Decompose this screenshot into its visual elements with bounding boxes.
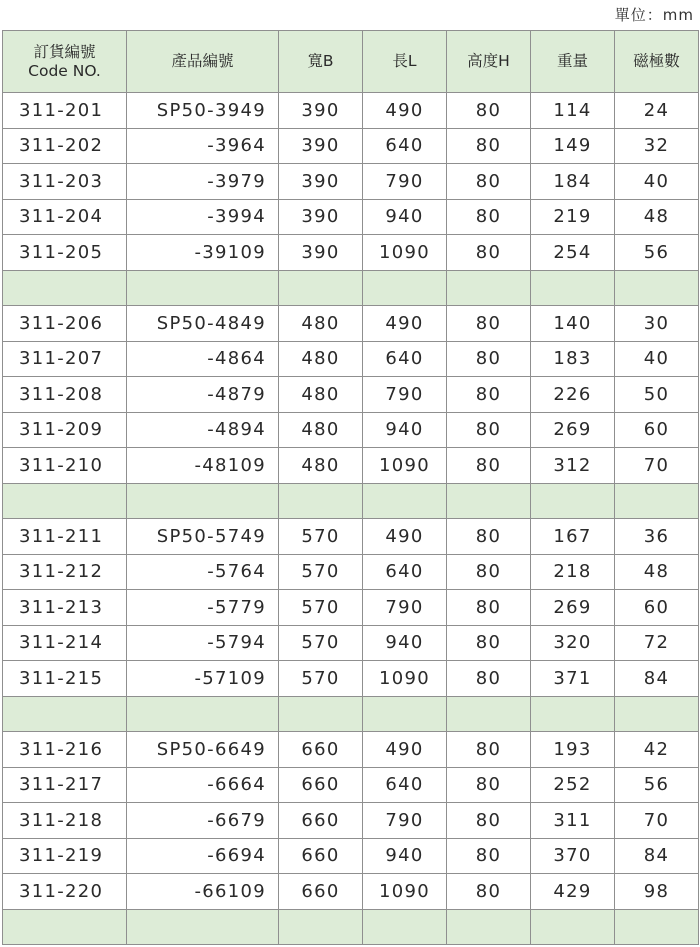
cell-width: 390 [279, 199, 363, 235]
cell-product: SP50-6649 [127, 732, 279, 768]
cell-height: 80 [447, 767, 531, 803]
table-row [3, 199, 699, 235]
cell-poles: 72 [615, 625, 699, 661]
cell-weight: 252 [531, 767, 615, 803]
cell-width: 570 [279, 661, 363, 697]
separator-cell [3, 909, 127, 945]
separator-cell [279, 696, 363, 732]
cell-length: 490 [363, 732, 447, 768]
table-row [3, 306, 699, 342]
cell-length: 790 [363, 590, 447, 626]
table-row [3, 661, 699, 697]
cell-length: 490 [363, 306, 447, 342]
cell-width: 390 [279, 128, 363, 164]
cell-length: 940 [363, 838, 447, 874]
cell-poles: 84 [615, 661, 699, 697]
cell-height: 80 [447, 448, 531, 484]
separator-cell [531, 909, 615, 945]
cell-height: 80 [447, 306, 531, 342]
cell-height: 80 [447, 554, 531, 590]
cell-height: 80 [447, 625, 531, 661]
separator-cell [447, 696, 531, 732]
cell-length: 790 [363, 803, 447, 839]
group-separator-row [3, 696, 699, 732]
cell-length: 490 [363, 519, 447, 555]
cell-height: 80 [447, 341, 531, 377]
cell-width: 660 [279, 874, 363, 910]
cell-width: 390 [279, 235, 363, 271]
cell-height: 80 [447, 235, 531, 271]
separator-cell [615, 909, 699, 945]
cell-product: -3979 [127, 164, 279, 200]
cell-length: 640 [363, 554, 447, 590]
cell-weight: 193 [531, 732, 615, 768]
cell-poles: 70 [615, 803, 699, 839]
cell-product: -3994 [127, 199, 279, 235]
cell-width: 480 [279, 448, 363, 484]
cell-product: SP50-3949 [127, 93, 279, 129]
cell-product: SP50-4849 [127, 306, 279, 342]
cell-width: 570 [279, 590, 363, 626]
cell-weight: 149 [531, 128, 615, 164]
header-code-en: Code NO. [28, 61, 101, 80]
cell-code: 311-218 [3, 803, 127, 839]
cell-product: -5779 [127, 590, 279, 626]
cell-product: -57109 [127, 661, 279, 697]
header-length: 長L [363, 31, 447, 93]
cell-product: SP50-5749 [127, 519, 279, 555]
cell-code: 311-209 [3, 412, 127, 448]
cell-height: 80 [447, 590, 531, 626]
cell-height: 80 [447, 803, 531, 839]
separator-cell [615, 270, 699, 306]
cell-product: -5794 [127, 625, 279, 661]
separator-cell [363, 909, 447, 945]
cell-product: -6664 [127, 767, 279, 803]
cell-weight: 219 [531, 199, 615, 235]
cell-product: -39109 [127, 235, 279, 271]
cell-height: 80 [447, 838, 531, 874]
cell-product: -4879 [127, 377, 279, 413]
unit-label: 單位：mm [614, 6, 694, 24]
separator-cell [127, 696, 279, 732]
cell-width: 480 [279, 341, 363, 377]
table-row [3, 93, 699, 129]
cell-weight: 183 [531, 341, 615, 377]
cell-code: 311-213 [3, 590, 127, 626]
cell-code: 311-206 [3, 306, 127, 342]
cell-poles: 36 [615, 519, 699, 555]
cell-length: 790 [363, 377, 447, 413]
header-product: 產品編號 [127, 31, 279, 93]
cell-poles: 42 [615, 732, 699, 768]
cell-product: -3964 [127, 128, 279, 164]
table-row [3, 767, 699, 803]
cell-weight: 429 [531, 874, 615, 910]
cell-weight: 226 [531, 377, 615, 413]
cell-height: 80 [447, 732, 531, 768]
cell-code: 311-214 [3, 625, 127, 661]
cell-width: 660 [279, 767, 363, 803]
cell-width: 390 [279, 93, 363, 129]
header-code [3, 31, 127, 93]
cell-weight: 371 [531, 661, 615, 697]
table-row [3, 235, 699, 271]
cell-height: 80 [447, 661, 531, 697]
cell-weight: 254 [531, 235, 615, 271]
cell-poles: 48 [615, 554, 699, 590]
separator-cell [531, 483, 615, 519]
cell-poles: 48 [615, 199, 699, 235]
cell-length: 640 [363, 341, 447, 377]
table-row [3, 412, 699, 448]
separator-cell [3, 696, 127, 732]
cell-length: 1090 [363, 874, 447, 910]
separator-cell [127, 483, 279, 519]
cell-weight: 269 [531, 412, 615, 448]
table-row [3, 590, 699, 626]
table-row [3, 838, 699, 874]
cell-weight: 370 [531, 838, 615, 874]
cell-width: 390 [279, 164, 363, 200]
separator-cell [447, 270, 531, 306]
table-row [3, 874, 699, 910]
cell-code: 311-217 [3, 767, 127, 803]
cell-product: -4894 [127, 412, 279, 448]
cell-product: -66109 [127, 874, 279, 910]
separator-cell [531, 270, 615, 306]
cell-code: 311-219 [3, 838, 127, 874]
cell-code: 311-203 [3, 164, 127, 200]
cell-poles: 60 [615, 590, 699, 626]
table-row [3, 377, 699, 413]
separator-cell [3, 483, 127, 519]
cell-poles: 50 [615, 377, 699, 413]
table-row [3, 128, 699, 164]
separator-cell [363, 270, 447, 306]
cell-weight: 114 [531, 93, 615, 129]
header-poles: 磁極數 [615, 31, 699, 93]
cell-weight: 312 [531, 448, 615, 484]
separator-cell [3, 270, 127, 306]
cell-code: 311-210 [3, 448, 127, 484]
separator-cell [279, 270, 363, 306]
cell-code: 311-208 [3, 377, 127, 413]
cell-width: 570 [279, 625, 363, 661]
cell-code: 311-207 [3, 341, 127, 377]
cell-length: 940 [363, 625, 447, 661]
cell-height: 80 [447, 377, 531, 413]
cell-code: 311-215 [3, 661, 127, 697]
separator-cell [363, 696, 447, 732]
cell-poles: 56 [615, 235, 699, 271]
cell-width: 660 [279, 803, 363, 839]
cell-length: 1090 [363, 661, 447, 697]
table-row [3, 448, 699, 484]
table-header [3, 31, 699, 93]
separator-cell [531, 696, 615, 732]
header-row [3, 31, 699, 93]
cell-product: -4864 [127, 341, 279, 377]
header-weight: 重量 [531, 31, 615, 93]
cell-length: 640 [363, 128, 447, 164]
separator-cell [615, 483, 699, 519]
cell-poles: 98 [615, 874, 699, 910]
cell-weight: 311 [531, 803, 615, 839]
cell-height: 80 [447, 128, 531, 164]
cell-weight: 167 [531, 519, 615, 555]
table-row [3, 732, 699, 768]
cell-width: 480 [279, 412, 363, 448]
cell-code: 311-216 [3, 732, 127, 768]
cell-poles: 40 [615, 341, 699, 377]
table-row [3, 164, 699, 200]
cell-length: 790 [363, 164, 447, 200]
table-row [3, 625, 699, 661]
cell-height: 80 [447, 874, 531, 910]
cell-code: 311-202 [3, 128, 127, 164]
cell-height: 80 [447, 519, 531, 555]
cell-weight: 320 [531, 625, 615, 661]
table-row [3, 341, 699, 377]
cell-width: 570 [279, 519, 363, 555]
cell-width: 660 [279, 732, 363, 768]
cell-width: 480 [279, 306, 363, 342]
cell-height: 80 [447, 199, 531, 235]
cell-weight: 218 [531, 554, 615, 590]
separator-cell [279, 483, 363, 519]
separator-cell [127, 270, 279, 306]
cell-length: 940 [363, 199, 447, 235]
separator-cell [615, 696, 699, 732]
cell-product: -6694 [127, 838, 279, 874]
header-height: 高度H [447, 31, 531, 93]
cell-height: 80 [447, 164, 531, 200]
cell-weight: 140 [531, 306, 615, 342]
table-row [3, 554, 699, 590]
group-separator-row [3, 270, 699, 306]
cell-poles: 32 [615, 128, 699, 164]
table-row [3, 803, 699, 839]
cell-poles: 56 [615, 767, 699, 803]
cell-poles: 30 [615, 306, 699, 342]
cell-height: 80 [447, 412, 531, 448]
cell-poles: 60 [615, 412, 699, 448]
header-width: 寬B [279, 31, 363, 93]
table-body [3, 93, 699, 945]
cell-width: 570 [279, 554, 363, 590]
cell-product: -5764 [127, 554, 279, 590]
group-separator-row [3, 483, 699, 519]
cell-weight: 269 [531, 590, 615, 626]
cell-width: 480 [279, 377, 363, 413]
table-row [3, 519, 699, 555]
cell-length: 1090 [363, 235, 447, 271]
cell-poles: 70 [615, 448, 699, 484]
separator-cell [447, 483, 531, 519]
cell-poles: 24 [615, 93, 699, 129]
cell-length: 640 [363, 767, 447, 803]
cell-product: -6679 [127, 803, 279, 839]
spec-table [2, 30, 699, 945]
cell-length: 1090 [363, 448, 447, 484]
separator-cell [363, 483, 447, 519]
cell-product: -48109 [127, 448, 279, 484]
separator-cell [279, 909, 363, 945]
cell-code: 311-220 [3, 874, 127, 910]
separator-cell [127, 909, 279, 945]
cell-height: 80 [447, 93, 531, 129]
header-code-zh: 訂貨編號 [33, 42, 96, 61]
cell-length: 490 [363, 93, 447, 129]
cell-weight: 184 [531, 164, 615, 200]
cell-width: 660 [279, 838, 363, 874]
cell-poles: 40 [615, 164, 699, 200]
group-separator-row [3, 909, 699, 945]
cell-code: 311-205 [3, 235, 127, 271]
separator-cell [447, 909, 531, 945]
cell-length: 940 [363, 412, 447, 448]
cell-code: 311-212 [3, 554, 127, 590]
cell-code: 311-204 [3, 199, 127, 235]
cell-code: 311-201 [3, 93, 127, 129]
cell-poles: 84 [615, 838, 699, 874]
cell-code: 311-211 [3, 519, 127, 555]
